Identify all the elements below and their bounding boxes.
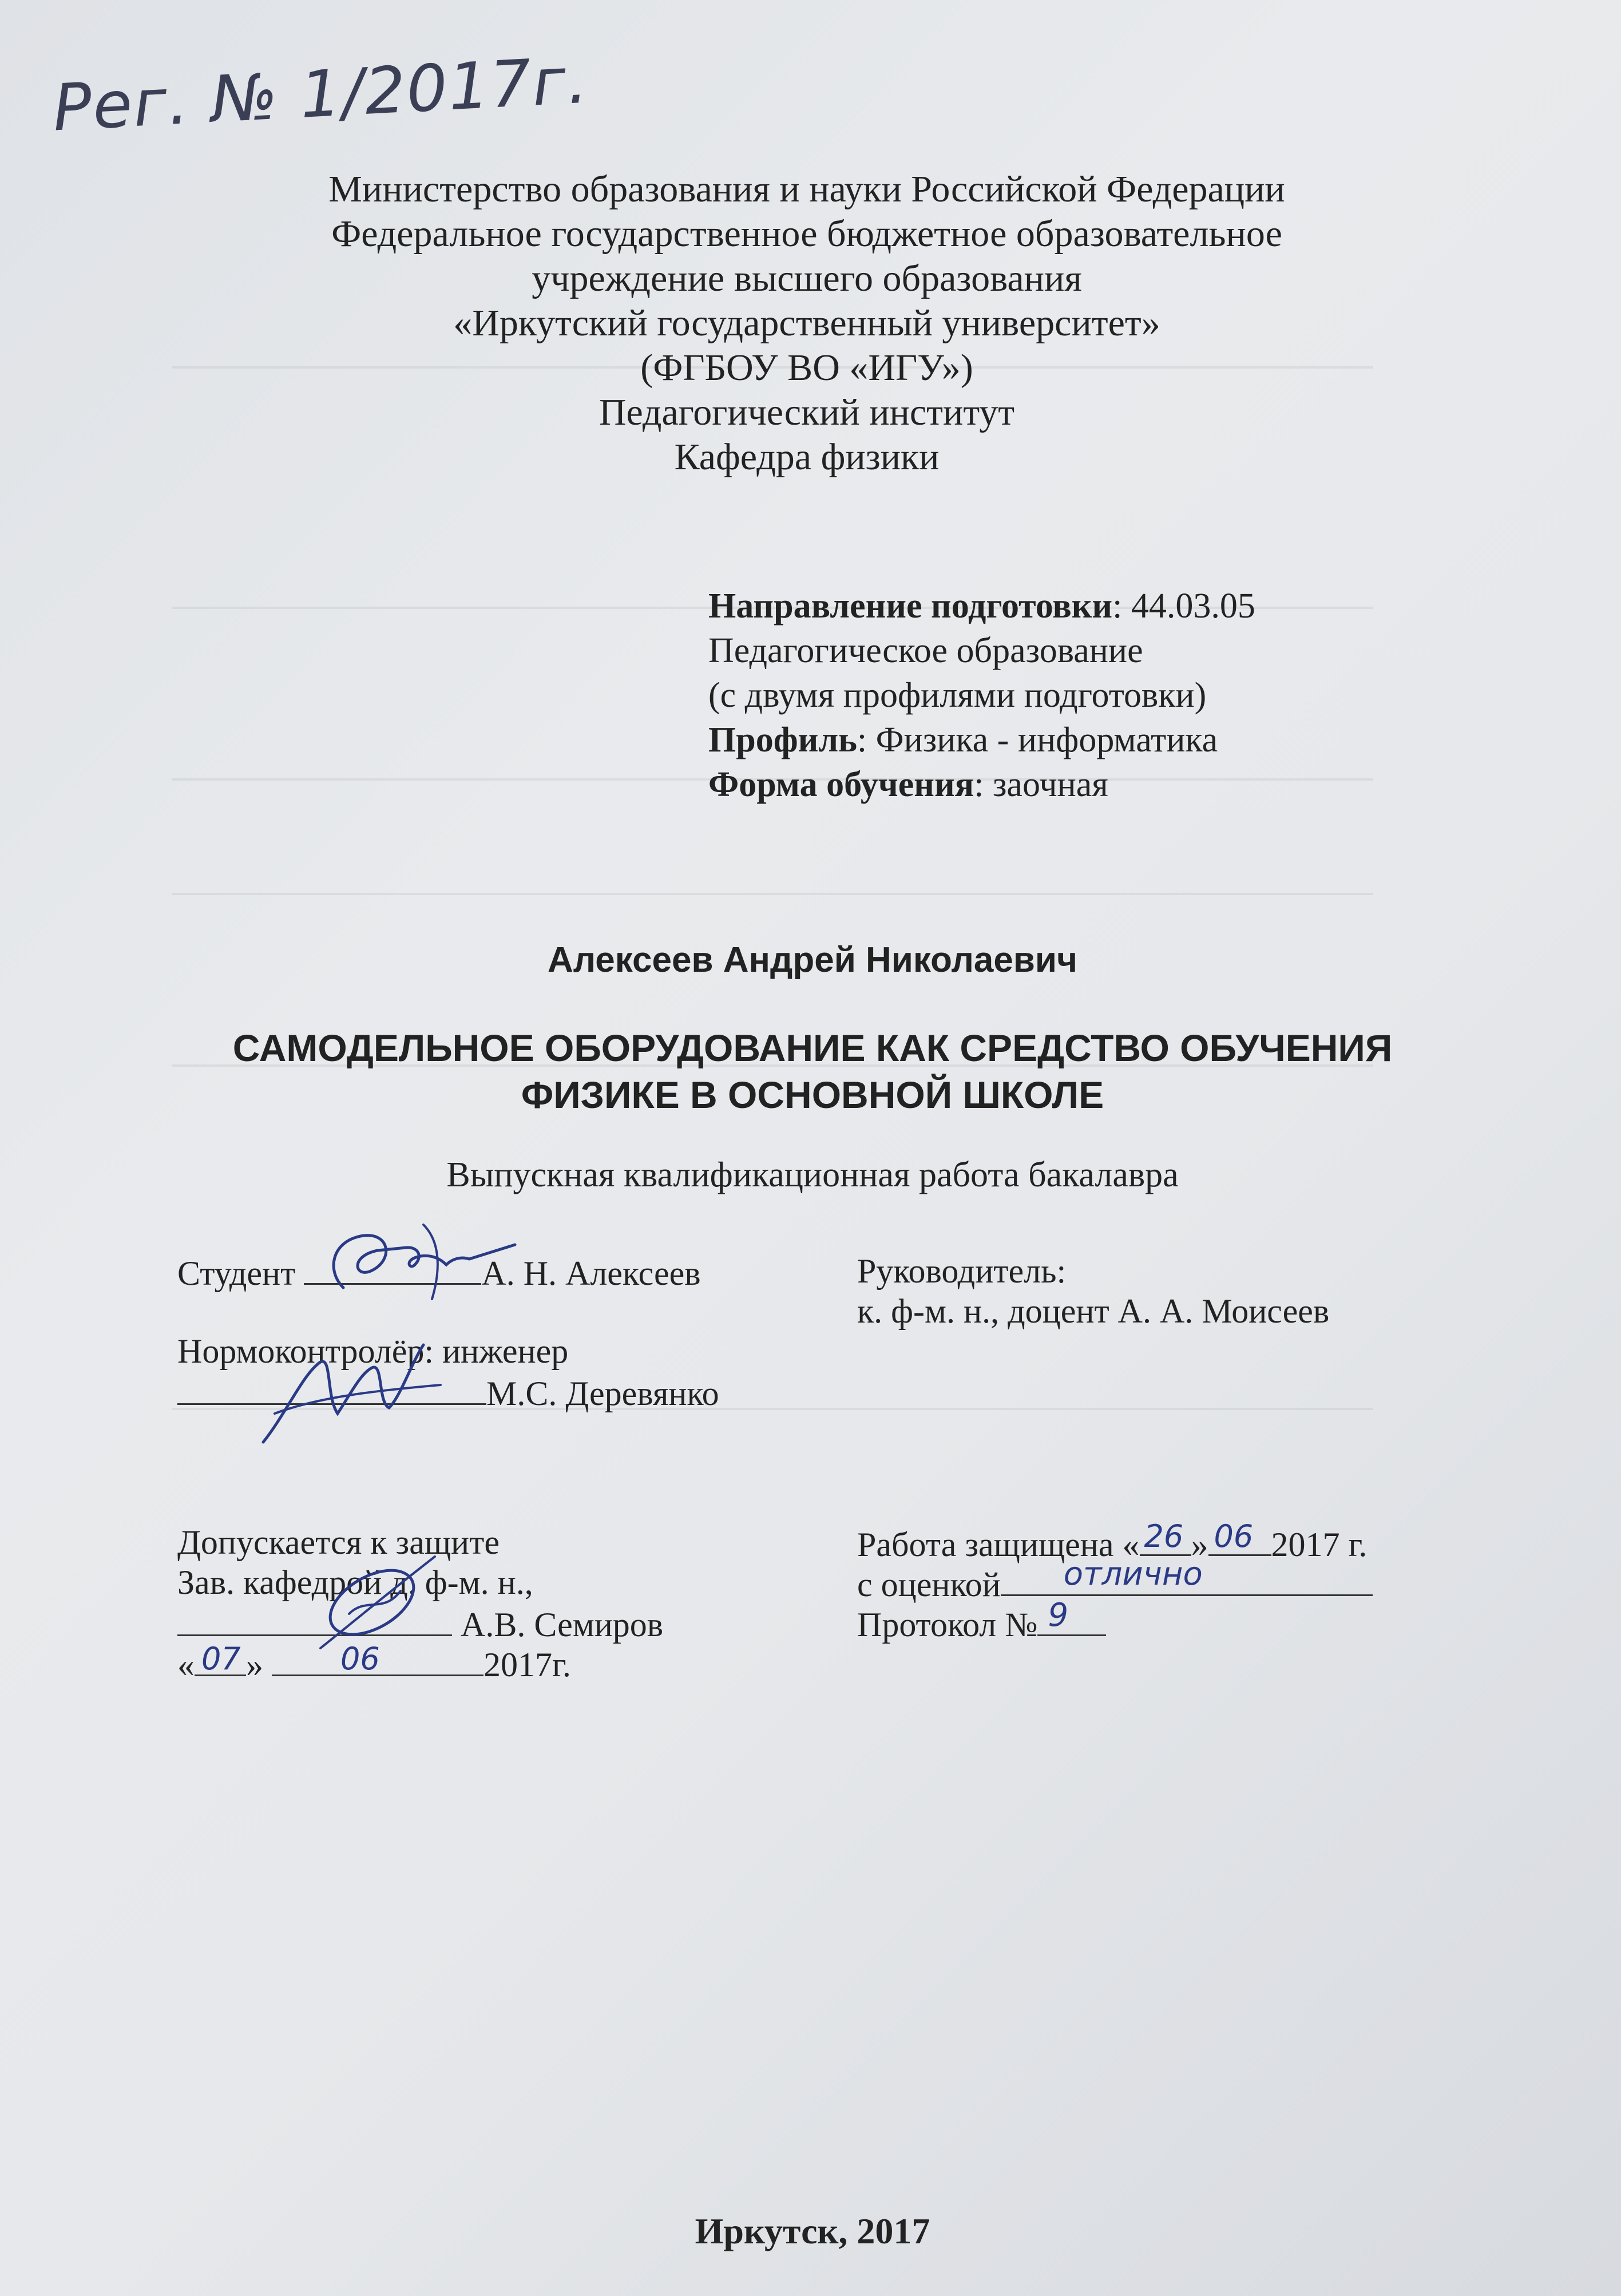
defense-day: 26	[1144, 1518, 1184, 1554]
supervisor-label: Руководитель:	[857, 1252, 1067, 1290]
direction-label: Направление подготовки	[708, 587, 1113, 626]
bleed-line	[172, 893, 1373, 895]
protocol-label: Протокол №	[857, 1606, 1038, 1644]
institution-line-1: Федеральное государственное бюджетное образовательное	[331, 213, 1282, 255]
direction-code: : 44.03.05	[1112, 587, 1255, 626]
day-field	[1140, 1518, 1191, 1556]
date-quote-open: «	[177, 1646, 195, 1684]
university-name: «Иркутский государственный университет»	[453, 302, 1160, 344]
university-abbr: (ФГБОУ ВО «ИГУ»)	[640, 347, 973, 389]
profile-line	[708, 718, 1218, 762]
day-field	[195, 1642, 246, 1676]
date-quote-close: »	[1191, 1526, 1208, 1563]
protocol-number: 9	[1048, 1597, 1069, 1634]
direction-name: Педагогическое образование	[708, 631, 1143, 670]
work-type: Выпускная квалификационная работа бакалавра	[446, 1155, 1179, 1194]
month-field	[1208, 1518, 1271, 1556]
registration-number: Рег. № 1/2017г.	[51, 43, 590, 146]
student-signature-icon	[309, 1202, 526, 1311]
grade-label: с оценкой	[857, 1566, 1001, 1604]
head-of-department: Зав. кафедрой д. ф-м. н.,	[177, 1563, 533, 1601]
protocol-field	[1037, 1597, 1106, 1636]
grade-field	[1001, 1555, 1373, 1596]
student-name: А. Н. Алексеев	[481, 1254, 701, 1292]
admission-year: 2017г.	[483, 1646, 571, 1684]
direction-line	[708, 584, 1255, 628]
month-field	[272, 1642, 483, 1676]
thesis-title-line-2: ФИЗИКЕ В ОСНОВНОЙ ШКОЛЕ	[521, 1074, 1104, 1116]
form-label: Форма обучения	[708, 765, 974, 804]
grade-line	[857, 1555, 1373, 1605]
normcontrol-name: М.С. Деревянко	[486, 1375, 719, 1412]
head-name: А.В. Семиров	[461, 1606, 664, 1644]
grade-value: отлично	[1063, 1555, 1203, 1593]
defense-year: 2017 г.	[1271, 1526, 1368, 1563]
direction-note: (с двумя профилями подготовки)	[708, 676, 1207, 715]
admission-label: Допускается к защите	[177, 1523, 500, 1561]
institute-name: Педагогический институт	[599, 391, 1015, 433]
normcontrol-signature-icon	[252, 1328, 446, 1454]
city-year: Иркутск, 2017	[695, 2211, 930, 2251]
profile-label: Профиль	[708, 721, 857, 759]
author-name: Алексеев Андрей Николаевич	[547, 940, 1078, 980]
thesis-title-line-1: САМОДЕЛЬНОЕ ОБОРУДОВАНИЕ КАК СРЕДСТВО ОБУЧЕНИЯ	[232, 1027, 1393, 1069]
form-value: : заочная	[974, 765, 1108, 804]
profile-value: : Физика - информатика	[857, 721, 1218, 759]
protocol-line	[857, 1597, 1106, 1645]
admission-month: 06	[340, 1641, 380, 1677]
department-name: Кафедра физики	[674, 436, 940, 478]
form-line	[708, 762, 1108, 807]
student-label: Студент	[177, 1254, 304, 1292]
admission-day: 07	[201, 1641, 241, 1677]
supervisor-name: к. ф-м. н., доцент А. А. Моисеев	[857, 1292, 1330, 1330]
admission-date	[177, 1642, 571, 1685]
defense-label: Работа защищена «	[857, 1526, 1140, 1563]
normcontrol-label: Нормоконтролёр: инженер	[177, 1332, 569, 1370]
date-quote-close: »	[246, 1646, 272, 1684]
defense-month: 06	[1214, 1518, 1254, 1554]
ministry-line: Министерство образования и науки Российской Федерации	[328, 168, 1285, 210]
institution-line-2: учреждение высшего образования	[532, 258, 1082, 299]
